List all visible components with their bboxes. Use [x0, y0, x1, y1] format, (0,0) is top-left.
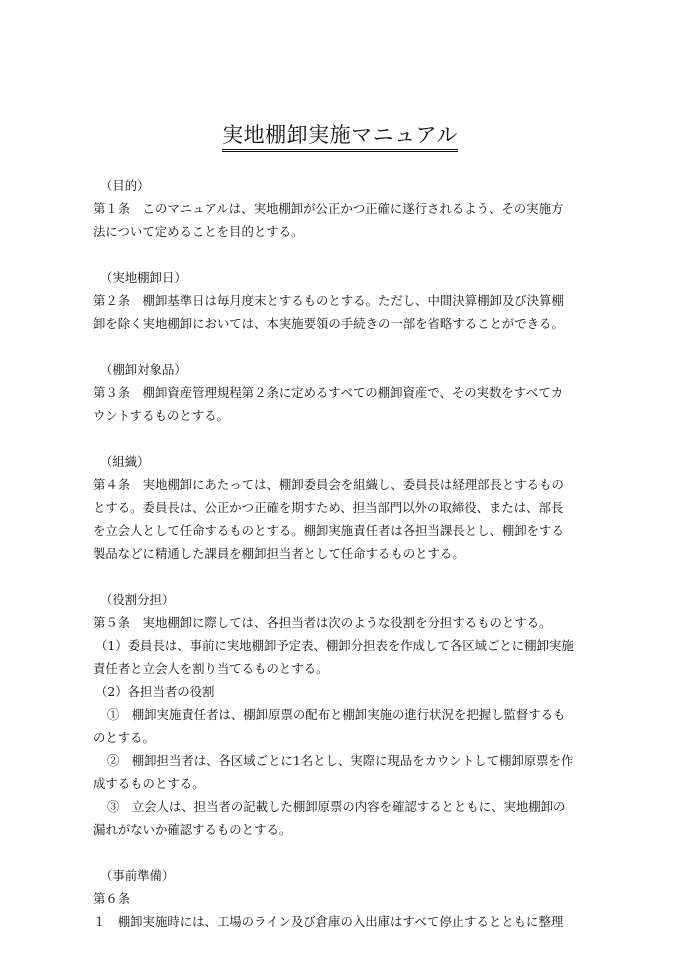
text-line: 製品などに精通した課員を棚卸担当者として任命するものとする。 [93, 546, 465, 561]
article-heading: （組織） [100, 454, 150, 469]
document-title-wrap [0, 122, 680, 152]
text-line: （1）委員長は、事前に実地棚卸予定表、棚卸分担表を作成して各区域ごとに棚卸実施 [95, 638, 574, 653]
article-heading: （実地棚卸日） [100, 270, 187, 285]
text-line: 第３条 棚卸資産管理規程第２条に定めるすべての棚卸資産で、その実数をすべてカ [93, 385, 564, 400]
blank-line [93, 565, 593, 588]
blank-line [93, 243, 593, 266]
blank-line [93, 335, 593, 358]
text-line: 第２条 棚卸基準日は毎月度末とするものとする。ただし、中間決算棚卸及び決算棚 [93, 293, 564, 308]
article-heading: （棚卸対象品） [100, 362, 187, 377]
text-line: 第４条 実地棚卸にあたっては、棚卸委員会を組織し、委員長は経理部長とするもの [93, 477, 564, 492]
text-line: ② 棚卸担当者は、各区域ごとに1名とし、実際に現品をカウントして棚卸原票を作 [107, 753, 574, 768]
text-line: 漏れがないか確認するものとする。 [93, 822, 292, 837]
text-line: 第１条 このマニュアルは、実地棚卸が公正かつ正確に遂行されるよう、その実施方 [93, 201, 564, 216]
text-line: 責任者と立会人を割り当てるものとする。 [93, 661, 329, 676]
text-line: １ 棚卸実施時には、工場のライン及び倉庫の入出庫はすべて停止するとともに整理 [93, 914, 564, 929]
text-line: とする。委員長は、公正かつ正確を期すため、担当部門以外の取締役、または、部長 [93, 500, 564, 515]
text-line: （2）各担当者の役割 [95, 684, 215, 699]
blank-line [93, 841, 593, 864]
document-title: 実地棚卸実施マニュアル [222, 122, 458, 152]
text-line: ③ 立会人は、担当者の記載した棚卸原票の内容を確認するとともに、実地棚卸の [107, 799, 566, 814]
text-line: 第６条 [93, 891, 131, 906]
text-line: 成するものとする。 [93, 776, 205, 791]
text-line: を立会人として任命するものとする。棚卸実施責任者は各担当課長とし、棚卸をする [93, 523, 564, 538]
text-line: ウントするものとする。 [93, 408, 229, 423]
text-line: 卸を除く実地棚卸においては、本実施要領の手続きの一部を省略することができる。 [93, 316, 564, 331]
article-heading: （目的） [100, 178, 150, 193]
text-line: 第５条 実地棚卸に際しては、各担当者は次のような役割を分担するものとする。 [93, 615, 552, 630]
blank-line [93, 427, 593, 450]
article-heading: （役割分担） [100, 592, 175, 607]
text-line: のとする。 [93, 730, 155, 745]
document-body [93, 174, 593, 933]
text-line: ① 棚卸実施責任者は、棚卸原票の配布と棚卸実施の進行状況を把握し監督するも [107, 707, 566, 722]
text-line: 法について定めることを目的とする。 [93, 224, 304, 239]
article-heading: （事前準備） [100, 868, 175, 883]
